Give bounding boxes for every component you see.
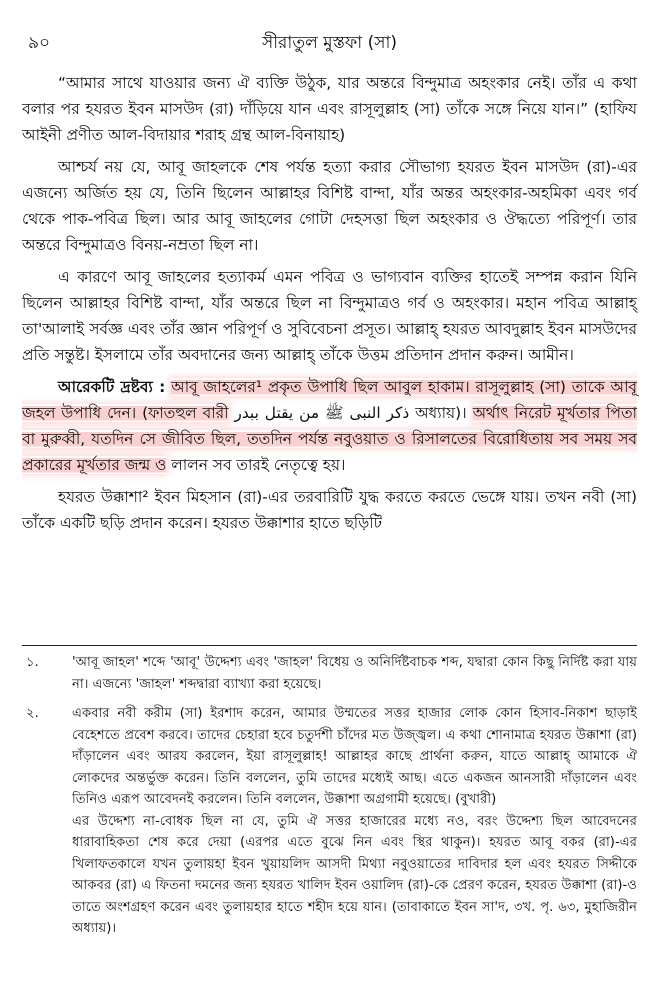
paragraph-3: এ কারণে আবূ জাহলের হত্যাকর্ম এমন পবিত্র ও ভাগ্যবান ব্যক্তির হাতেই সম্পন্ন করান যিনি ছিলেন আল্লাহর বিশিষ্ট বান্দা, যাঁর অন্তরে ছিল না বিন্দুমাত্রও গর্ব ও অহংকার। মহান পবিত্র আল্লাহ্ তা'আলাই সর্বজ্ঞ এবং তাঁর জ্ঞান পরিপূর্ণ ও সুবিবেচনা প্রসূত। আল্লাহ্ হযরত আবদুল্লাহ ইবন মাসউদের প্রতি সন্তুষ্ট। ইসলামে তাঁর অবদানের জন্য আল্লাহ্ তাঁকে উত্তম প্রতিদান প্রদান করুন। আমীন। bbox=[22, 268, 637, 364]
page-header bbox=[28, 30, 631, 56]
footnote-1 bbox=[22, 652, 637, 695]
note-plain-2: লালন সব তারই নেতৃত্বে হয়। bbox=[171, 456, 346, 474]
footnote-number: ২. bbox=[26, 706, 39, 721]
footnote-continuation: এর উদ্দেশ্য না-বোধক ছিল না যে, তুমি ঐ সত্তর হাজারের মধ্যে নও, বরং উদ্দেশ্য ছিল আবেদনের ধারাবাহিকতা শেষ করে দেয়া (এরপর এতে বুঝে নিন এবং স্থির থাকুন)। হযরত আবূ বকর (রা)-এর খিলাফতকালে যখন তুলায়হা ইবন খুয়ায়লিদ আসদী মিথ্যা নবুওয়াতের দাবিদার হল এবং হযরত সিদ্দীকে আকবর (রা) এ ফিতনা দমনের জন্য হযরত খালিদ ইবন ওয়ালিদ (রা)-কে প্রেরণ করেন, হযরত উক্কাশা (রা)-ও তাতে অংশগ্রহণ করেন এবং তুলায়হার হাতে শহীদ হয়ে যান। (তাবাকাতে ইবন সা'দ, ৩খ. পৃ. ৬৩, মুহাজিরীন অধ্যায়)। bbox=[72, 813, 637, 936]
paragraph-note bbox=[22, 374, 637, 478]
paragraph-last: হযরত উক্কাশা² ইবন মিহসান (রা)-এর তরবারিটি যুদ্ধ করতে করতে ভেঙ্গে যায়। তখন নবী (সা) তাঁকে একটি ছড়ি প্রদান করেন। হযরত উক্কাশার হাতে ছড়িটি bbox=[22, 488, 637, 532]
main-text bbox=[22, 70, 637, 542]
page-number: ৯০ bbox=[28, 33, 51, 53]
footnote-divider bbox=[22, 645, 637, 646]
paragraph-2: আশ্চর্য নয় যে, আবূ জাহলকে শেষ পর্যন্ত হত্যা করার সৌভাগ্য হযরত ইবন মাসউদ (রা)-এর এজন্যে অর্জিত হয় যে, তিনি ছিলেন আল্লাহর বিশিষ্ট বান্দা, যাঁর অন্তর অহংকার-অহমিকা এবং গর্ব থেকে পাক-পবিত্র ছিল। আর আবূ জাহলের গোটা দেহসত্তা ছিল অহংকার ও ঔদ্ধত্যে পরিপূর্ণ। তার অন্তরে বিন্দুমাত্রও বিনয়-নম্রতা ছিল না। bbox=[22, 158, 637, 254]
footnote-number: ১. bbox=[26, 655, 39, 670]
running-title: সীরাতুল মুস্তফা (সা) bbox=[261, 33, 398, 53]
footnote-text: একবার নবী করীম (সা) ইরশাদ করেন, আমার উম্মতের সত্তর হাজার লোক কোন হিসাব-নিকাশ ছাড়াই বেহেশতে প্রবেশ করবে। তাদের চেহারা হবে চতুর্দশী চাঁদের মত উজ্জ্বল। এ কথা শোনামাত্র হযরত উক্কাশা (রা) দাঁড়ালেন এবং আরয করলেন, ইয়া রাসূলুল্লাহ! আল্লাহর কাছে প্রার্থনা করুন, যাতে আল্লাহ্ আমাকে ঐ লোকদের অন্তর্ভুক্ত করেন। তিনি বললেন, তুমি তাদের মধ্যেই আছ। এতে একজন আনসারী দাঁড়ালেন এবং তিনিও এরূপ আবেদনই করলেন। তিনি বললেন, উক্কাশা অগ্রগামী হয়েছে। (বুখারী) bbox=[72, 706, 637, 807]
footnote-text: 'আবূ জাহল' শব্দে 'আবূ' উদ্দেশ্য এবং 'জাহল' বিধেয় ও অনির্দিষ্টবাচক শব্দ, যদ্বারা কোন কিছু নির্দিষ্ট করা যায় না। এজন্যে 'জাহল' শব্দদ্বারা ব্যাখ্যা করা হয়েছে। bbox=[72, 655, 637, 692]
highlighted-text-2: অর্থাৎ নিরেট মূর্খতার পিতা বা মুরুব্বী, যতদিন সে জীবিত ছিল, ততদিন পর্যন্ত নবুওয়াত ও রিসালতের বিরোধিতায় সব সময় সব প্রকারের মূর্খতার জন্ম ও bbox=[22, 404, 637, 474]
footnote-2 bbox=[22, 703, 637, 940]
arabic-text: ذكر النبى ﷺ من يقتل ببدر bbox=[234, 404, 410, 422]
highlighted-text-1: আবূ জাহলের¹ প্রকৃত উপাধি ছিল আবুল হাকাম। রাসূলুল্লাহ (সা) তাকে আবূ জহল উপাধি দেন। (ফাতহুল বারী bbox=[22, 378, 637, 422]
note-plain-1: অধ্যায়)। bbox=[415, 404, 467, 422]
note-label: আরেকটি দ্রষ্টব্য : bbox=[58, 378, 166, 396]
paragraph-quote: “আমার সাথে যাওয়ার জন্য ঐ ব্যক্তি উঠুক, যার অন্তরে বিন্দুমাত্র অহংকার নেই। তাঁর এ কথা বলার পর হযরত ইবন মাসউদ (রা) দাঁড়িয়ে যান এবং রাসূলুল্লাহ (সা) তাঁকে সঙ্গে নিয়ে যান।” (হাফিয আইনী প্রণীত আল-বিদায়ার শরাহ গ্রন্থ আল-বিনায়াহ) bbox=[22, 74, 637, 144]
